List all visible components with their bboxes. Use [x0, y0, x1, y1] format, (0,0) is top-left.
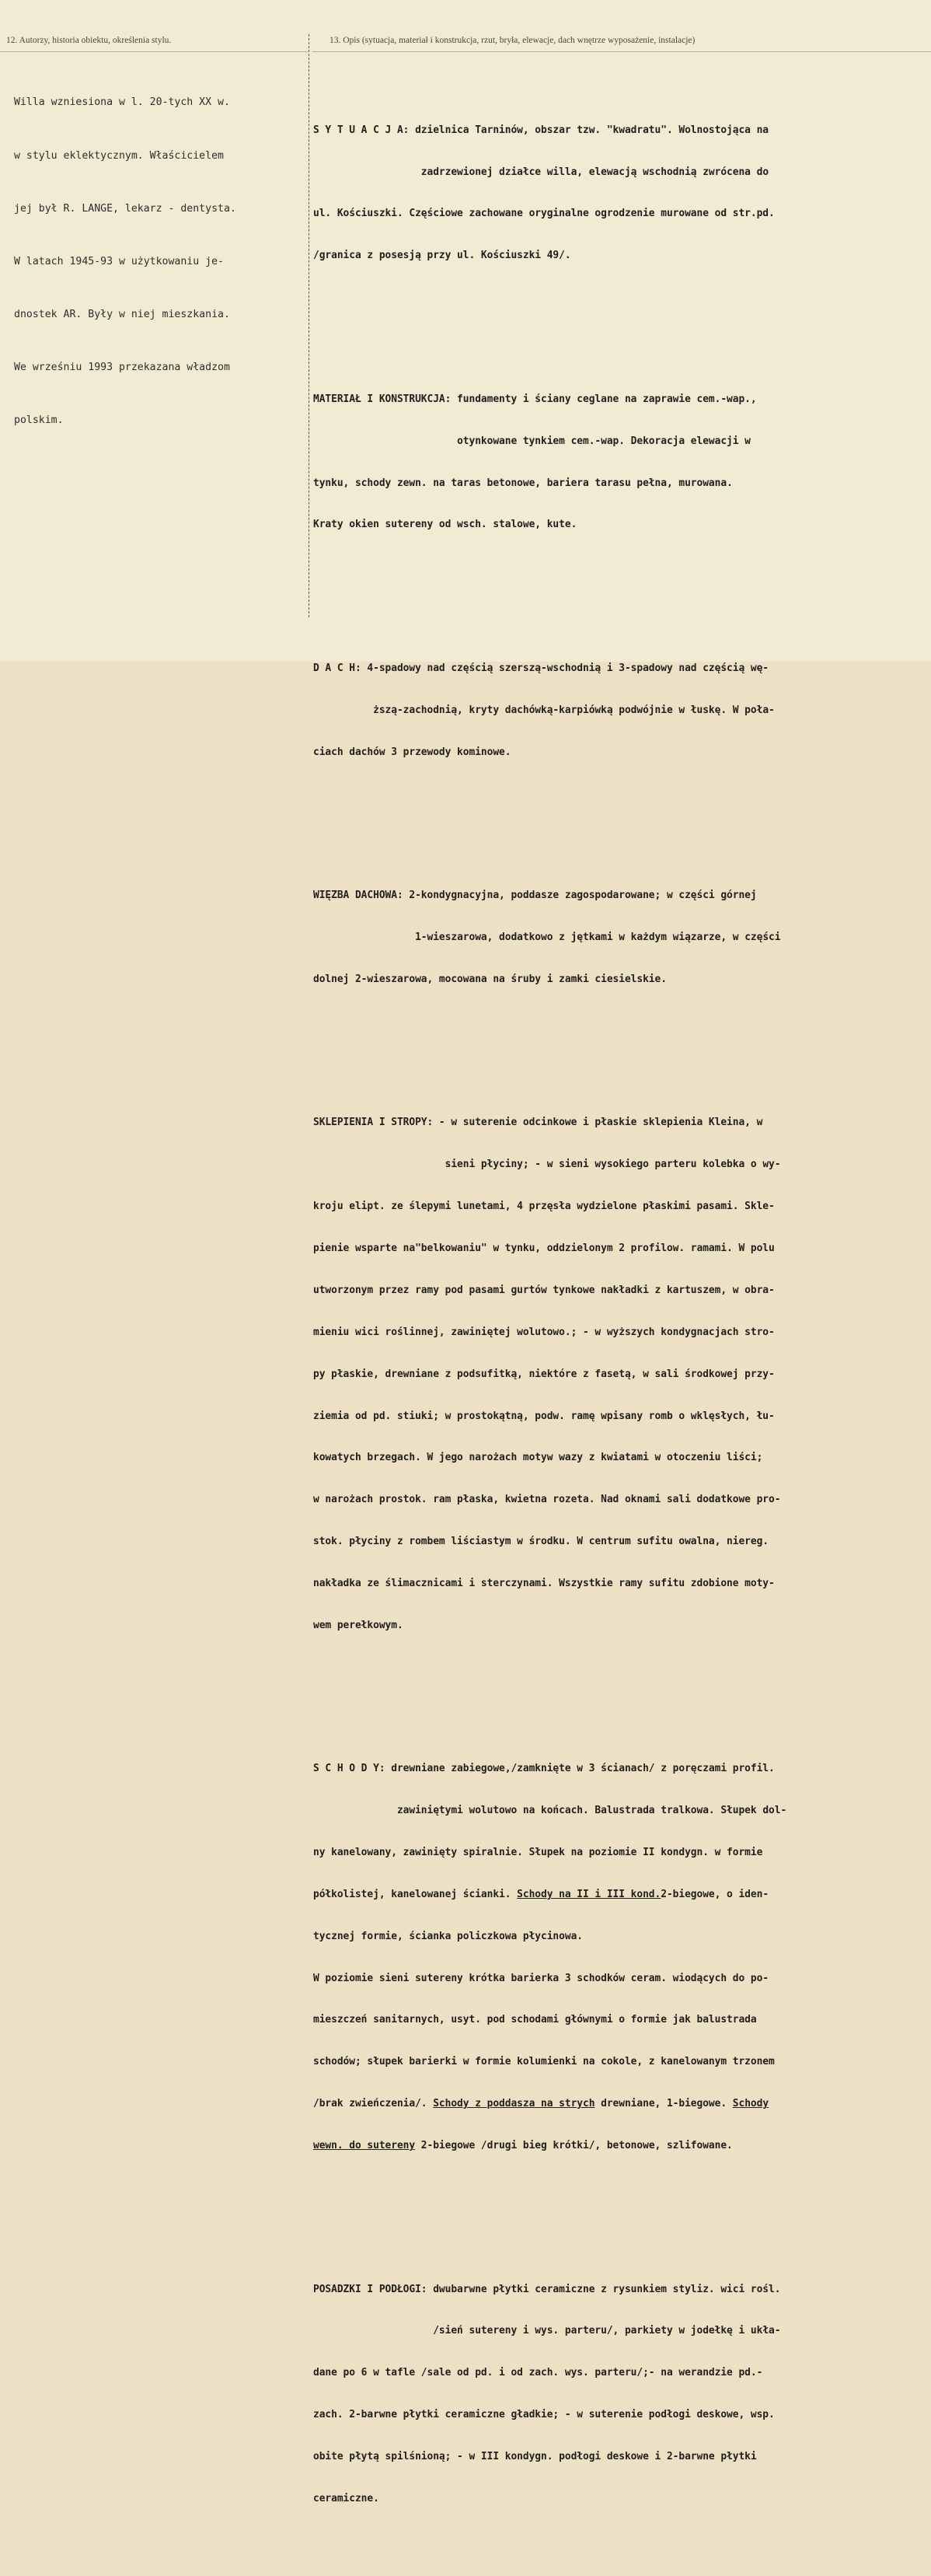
text-line: pienie wsparte na"belkowaniu" w tynku, oddzielonym 2 profilow. ramami. W polu [313, 1243, 775, 1255]
text-run: 2-biegowe /drugi bieg krótki/, betonowe, szlifowane. [415, 2140, 733, 2152]
text-line: dane po 6 w tafle /sale od pd. i od zach. wys. parteru/;- na werandzie pd.- [313, 2367, 763, 2379]
text-line: zach. 2-barwne płytki ceramiczne gładkie; - w suterenie podłogi deskowe, wsp. [313, 2409, 775, 2421]
text-line: S Y T U A C J A: dzielnica Tarninów, obszar tzw. "kwadratu". Wolnostojąca na [313, 124, 769, 136]
history-line: Willa wzniesiona w l. 20-tych XX w. [14, 96, 230, 109]
text-line: S C H O D Y: drewniane zabiegowe,/zamknięte w 3 ścianach/ z poręczami profil. [313, 1763, 775, 1775]
text-line [313, 2139, 927, 2153]
text-run: drewniane, 1-biegowe. [595, 2098, 733, 2110]
text-line: ższą-zachodnią, kryty dachówką-karpiówką podwójnie w łuskę. W poła- [313, 704, 775, 716]
text-line: mieszczeń sanitarnych, usyt. pod schodami głównymi o formie jak balustrada [313, 2014, 757, 2026]
section-material [313, 365, 927, 560]
underlined-text: Schody [732, 2098, 769, 2110]
history-line: polskim. [14, 414, 64, 427]
section-sytuacja [313, 96, 927, 291]
header-divider-right [312, 51, 931, 52]
description-text [313, 54, 927, 2576]
text-run: /brak zwieńczenia/. [313, 2098, 434, 2110]
text-line: kroju elipt. ze ślepymi lunetami, 4 przęsła wydzielone płaskimi pasami. Skle- [313, 1201, 775, 1213]
section-wiezba [313, 861, 927, 1014]
history-line: jej był R. LANGE, lekarz - dentysta. [14, 202, 236, 215]
section-dach [313, 634, 927, 787]
history-line: w stylu eklektycznym. Właścicielem [14, 149, 224, 162]
text-line: zawiniętymi wolutowo na końcach. Balustrada tralkowa. Słupek dol- [313, 1805, 787, 1817]
text-line: ciach dachów 3 przewody kominowe. [313, 746, 511, 758]
text-line: stok. płyciny z rombem liściastym w środku. W centrum sufitu owalna, niereg. [313, 1536, 769, 1548]
text-line: Kraty okien sutereny od wsch. stalowe, kute. [313, 519, 577, 531]
text-line: obite płytą spilśnioną; - w III kondygn. podłogi deskowe i 2-barwne płytki [313, 2451, 757, 2463]
text-line: ul. Kościuszki. Częściowe zachowane oryginalne ogrodzenie murowane od str.pd. [313, 208, 775, 220]
text-line [313, 2097, 927, 2111]
text-line: sieni płyciny; - w sieni wysokiego parteru kolebka o wy- [313, 1159, 781, 1171]
text-line: ceramiczne. [313, 2492, 379, 2504]
text-line: schodów; słupek barierki w formie kolumienki na cokole, z kanelowanym trzonem [313, 2056, 775, 2068]
text-line: utworzonym przez ramy pod pasami gurtów tynkowe nakładki z kartuszem, w obra- [313, 1284, 775, 1296]
text-line: otynkowane tynkiem cem.-wap. Dekoracja elewacji w [313, 435, 751, 447]
underlined-text: wewn. do sutereny [313, 2140, 416, 2152]
text-line: ziemia od pd. stiuki; w prostokątną, podw. ramę wpisany romb o wklęsłych, łu- [313, 1410, 775, 1422]
text-run: półkolistej, kanelowanej ścianki. [313, 1888, 518, 1900]
history-line: W latach 1945-93 w użytkowaniu je- [14, 255, 224, 267]
text-line: mieniu wici roślinnej, zawiniętej wolutowo.; - w wyższych kondygnacjach stro- [313, 1326, 775, 1338]
text-line: nakładka ze ślimacznicami i sterczynami. Wszystkie ramy sufitu zdobione moty- [313, 1577, 775, 1589]
text-line: D A C H: 4-spadowy nad częścią szerszą-wschodnią i 3-spadowy nad częścią wę- [313, 662, 769, 674]
text-line: /granica z posesją przy ul. Kościuszki 49/. [313, 250, 571, 262]
section-sklepienia [313, 1089, 927, 1661]
text-line: wem perełkowym. [313, 1619, 403, 1631]
header-divider-left [0, 51, 308, 52]
text-run: 2-biegowe, o iden- [661, 1888, 769, 1900]
underlined-text: Schody z poddasza na strych [433, 2098, 595, 2110]
text-line: zadrzewionej działce willa, elewacją wschodnią zwrócena do [313, 166, 769, 178]
history-text [14, 59, 303, 465]
text-line: tycznej formie, ścianka policzkowa płycinowa. [313, 1930, 583, 1942]
history-line: dnostek AR. Były w niej mieszkania. [14, 308, 230, 320]
section-posadzki [313, 2255, 927, 2534]
text-line: WIĘZBA DACHOWA: 2-kondygnacyjna, poddasze zagospodarowane; w części górnej [313, 890, 757, 902]
text-line: MATERIAŁ I KONSTRUKCJA: fundamenty i ściany ceglane na zaprawie cem.-wap., [313, 393, 757, 405]
text-line: SKLEPIENIA I STROPY: - w suterenie odcinkowe i płaskie sklepienia Kleina, w [313, 1117, 763, 1129]
text-line: dolnej 2-wieszarowa, mocowana na śruby i zamki ciesielskie. [313, 973, 667, 985]
text-line [313, 1888, 927, 1902]
text-line: kowatych brzegach. W jego narożach motyw wazy z kwiatami w otoczeniu liści; [313, 1452, 763, 1464]
column-header-authors-history: 12. Autorzy, historia obiektu, określenia stylu. [6, 36, 172, 45]
column-header-description: 13. Opis (sytuacja, materiał i konstrukcja, rzut, bryła, elewacje, dach wnętrze wyposażenie, instalacje) [330, 36, 696, 45]
history-line: We wrześniu 1993 przekazana władzom [14, 361, 230, 373]
text-line: 1-wieszarowa, dodatkowo z jętkami w każdym wiązarze, w części [313, 931, 781, 944]
text-line: ny kanelowany, zawinięty spiralnie. Słupek na poziomie II kondygn. w formie [313, 1847, 763, 1859]
section-schody [313, 1734, 927, 2181]
text-line: W poziomie sieni sutereny krótka barierka 3 schodków ceram. wiodących do po- [313, 1972, 769, 1984]
text-line: POSADZKI I PODŁOGI: dwubarwne płytki ceramiczne z rysunkiem styliz. wici rośl. [313, 2283, 781, 2295]
text-line: tynku, schody zewn. na taras betonowe, bariera tarasu pełna, murowana. [313, 477, 733, 489]
text-line: py płaskie, drewniane z podsufitką, niektóre z fasetą, w sali środkowej przy- [313, 1368, 775, 1380]
text-line: w narożach prostok. ram płaska, kwietna rozeta. Nad oknami sali dodatkowe pro- [313, 1494, 781, 1506]
text-line: /sień sutereny i wys. parteru/, parkiety w jodełkę i ukła- [313, 2325, 781, 2337]
underlined-text: Schody na II i III kond. [517, 1888, 661, 1900]
